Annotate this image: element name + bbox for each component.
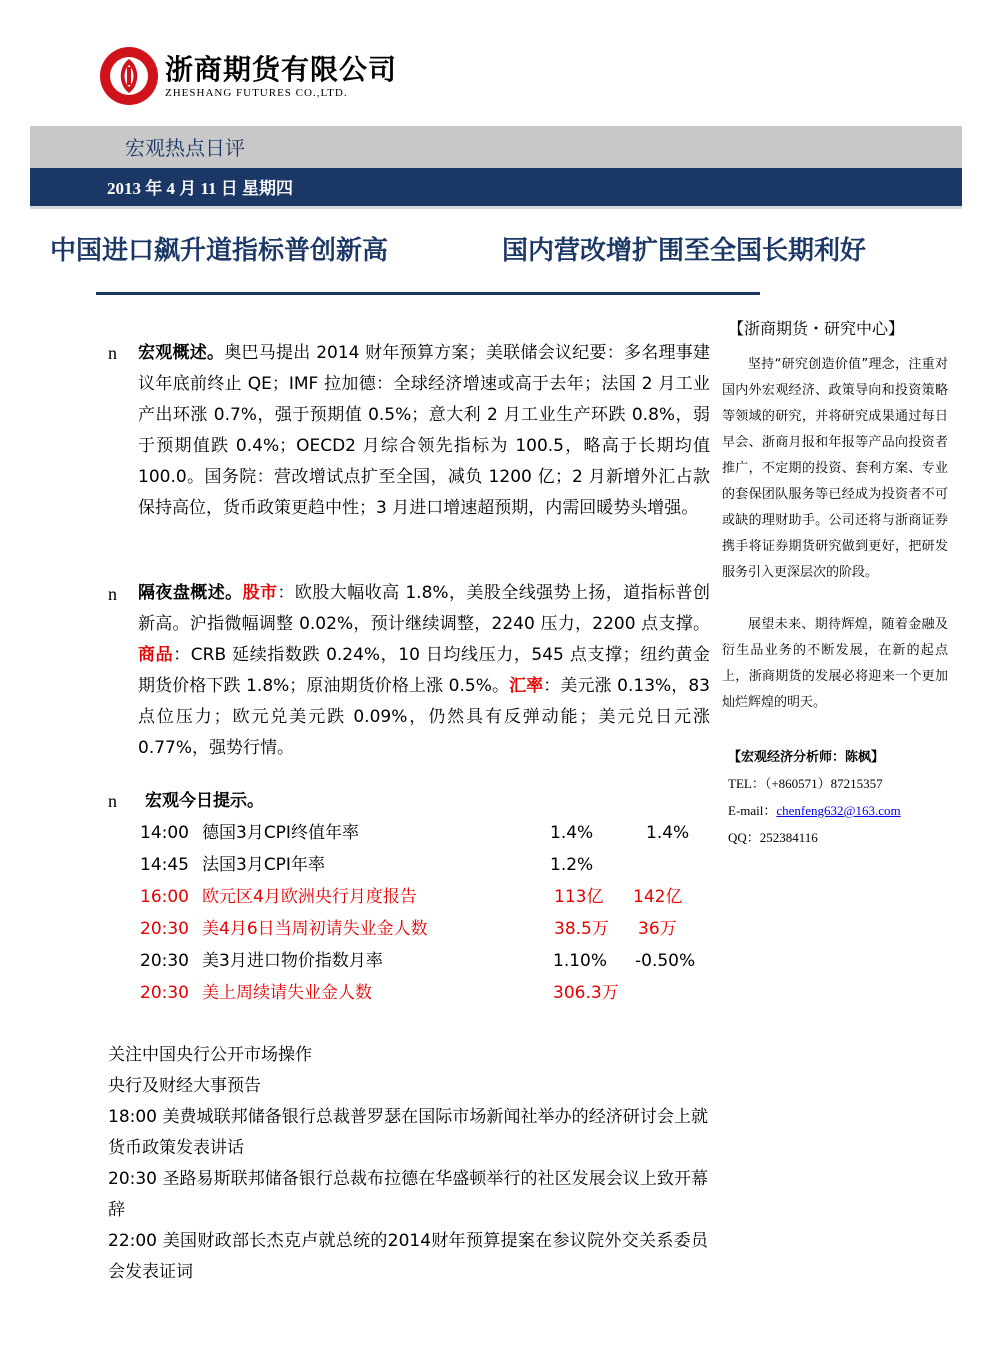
email-link[interactable]: chenfeng632@163.com <box>776 803 901 818</box>
analyst-phone: TEL：（+860571）87215357 <box>728 776 883 791</box>
calendar-time: 14:00 <box>140 823 189 843</box>
calendar-row <box>140 849 710 881</box>
calendar-actual: 38.5万 <box>554 919 609 939</box>
company-name-en: ZHESHANG FUTURES CO.,LTD. <box>165 87 348 99</box>
report-date: 2013 年 4 月 11 日 星期四 <box>107 179 294 198</box>
today-hints-label: 宏观今日提示。 <box>145 791 264 811</box>
calendar-previous: 36万 <box>638 919 677 939</box>
calendar-actual: 1.10% <box>553 951 608 971</box>
sidebar-intro-paragraph: 坚持“研究创造价值”理念，注重对国内外宏观经济、政策导向和投资策略等领域的研究，并将研究成果通过每日早会、浙商月报和年报等产品向投资者推广，不定期的投资、套利方案、专业的套保团队服务等已经成为投资者不可或缺的理财助手。公司还将与浙商证券携手将证券期货研究做到更好，把研发服务引入更深层次的阶段。 <box>722 357 948 580</box>
fx-label: 汇率 <box>509 676 544 696</box>
email-label: E-mail： <box>728 803 777 818</box>
calendar-row <box>140 977 710 1009</box>
macro-overview-text: 奥巴马提出 2014 财年预算方案；美联储会议纪要：多名理事建议年底前终止 QE；IMF 拉加德：全球经济增速或高于去年；法国 2 月工业产出环涨 0.7%，强于预期值 0.5%；意大利 2 月工业生产环跌 0.8%，弱于预期值跌 0.4%；OECD2 月综合领先指标为 100.5，略高于长期均值 100.0。国务院：营改增试点扩至全国，减负 1200 亿；2 月新增外汇占款保持高位，货币政策更趋中性；3 月进口增速超预期，内需回暖势头增强。 <box>138 343 710 518</box>
calendar-actual: 113亿 <box>554 887 604 907</box>
headline-left: 中国进口飙升道指标普创新高 <box>50 236 389 266</box>
calendar-time: 14:45 <box>140 855 189 875</box>
calendar-time: 16:00 <box>140 887 189 907</box>
headline-rule <box>96 292 760 295</box>
sidebar-outlook-paragraph: 展望未来、期待辉煌，随着金融及衍生品业务的不断发展，在新的起点上，浙商期货的发展必将迎来一个更加灿烂辉煌的明天。 <box>722 617 948 710</box>
bullet-marker: n <box>108 343 117 363</box>
calendar-row <box>140 945 710 977</box>
calendar-table <box>140 817 710 1013</box>
note-line: 18:00 美费城联邦储备银行总裁普罗瑟在国际市场新闻社举办的经济研讨会上就货币政策发表讲话 <box>108 1107 708 1158</box>
calendar-previous: -0.50% <box>635 951 696 971</box>
macro-overview-label: 宏观概述。 <box>138 343 225 363</box>
calendar-row <box>140 817 710 849</box>
macro-overview-paragraph <box>138 338 710 524</box>
commodity-label: 商品 <box>138 645 174 665</box>
calendar-actual: 1.2% <box>550 855 594 875</box>
stock-market-text: ：欧股大幅收高 1.8%，美股全线强势上扬，道指标普创新高。沪指微幅调整 0.02%，预计继续调整，2240 压力，2200 点支撑。 <box>138 583 711 634</box>
calendar-time: 20:30 <box>140 951 189 971</box>
bullet-marker: n <box>108 791 117 811</box>
calendar-row <box>140 881 710 913</box>
calendar-actual: 1.4% <box>550 823 594 843</box>
calendar-event: 美3月进口物价指数月率 <box>202 951 383 971</box>
calendar-event: 欧元区4月欧洲央行月度报告 <box>202 887 417 907</box>
calendar-event: 法国3月CPI年率 <box>202 855 325 875</box>
calendar-previous: 1.4% <box>646 823 690 843</box>
calendar-time: 20:30 <box>140 983 189 1003</box>
note-line: 央行及财经大事预告 <box>108 1076 261 1096</box>
report-type-title: 宏观热点日评 <box>125 136 245 160</box>
calendar-actual: 306.3万 <box>553 983 619 1003</box>
calendar-event: 德国3月CPI终值年率 <box>202 823 359 843</box>
bullet-marker: n <box>108 584 117 604</box>
overnight-paragraph <box>138 578 710 764</box>
analyst-qq: QQ：252384116 <box>728 830 818 845</box>
note-line: 20:30 圣路易斯联邦储备银行总裁布拉德在华盛顿举行的社区发展会议上致开幕辞 <box>108 1169 708 1220</box>
calendar-time: 20:30 <box>140 919 189 939</box>
calendar-event: 美4月6日当周初请失业金人数 <box>202 919 428 939</box>
fx-text: ：美元涨 0.13%，83 点位压力；欧元兑美元跌 0.09%，仍然具有反弹动能；美元兑日元涨 0.77%，强势行情。 <box>138 676 710 758</box>
analyst-email-row <box>728 800 901 819</box>
header-divider <box>30 206 962 209</box>
commodity-text: ：CRB 延续指数跌 0.24%，10 日均线压力，545 点支撑；纽约黄金期货价格下跌 1.8%；原油期货价格上涨 0.5%。 <box>138 645 711 696</box>
overnight-label: 隔夜盘概述。 <box>138 583 243 603</box>
analyst-title: 【宏观经济分析师：陈枫】 <box>728 750 885 765</box>
calendar-event: 美上周续请失业金人数 <box>202 983 372 1003</box>
note-line: 关注中国央行公开市场操作 <box>108 1045 312 1065</box>
stock-market-label: 股市 <box>242 583 278 603</box>
notes-block <box>108 1040 708 1288</box>
headline-right: 国内营改增扩围至全国长期利好 <box>502 236 867 266</box>
calendar-row <box>140 913 710 945</box>
calendar-previous: 142亿 <box>633 887 683 907</box>
note-line: 22:00 美国财政部长杰克卢就总统的2014财年预算提案在参议院外交关系委员会发表证词 <box>108 1231 708 1282</box>
company-name-cn: 浙商期货有限公司 <box>165 53 398 86</box>
company-logo-icon <box>98 45 160 107</box>
sidebar-title: 【浙商期货・研究中心】 <box>728 319 905 338</box>
